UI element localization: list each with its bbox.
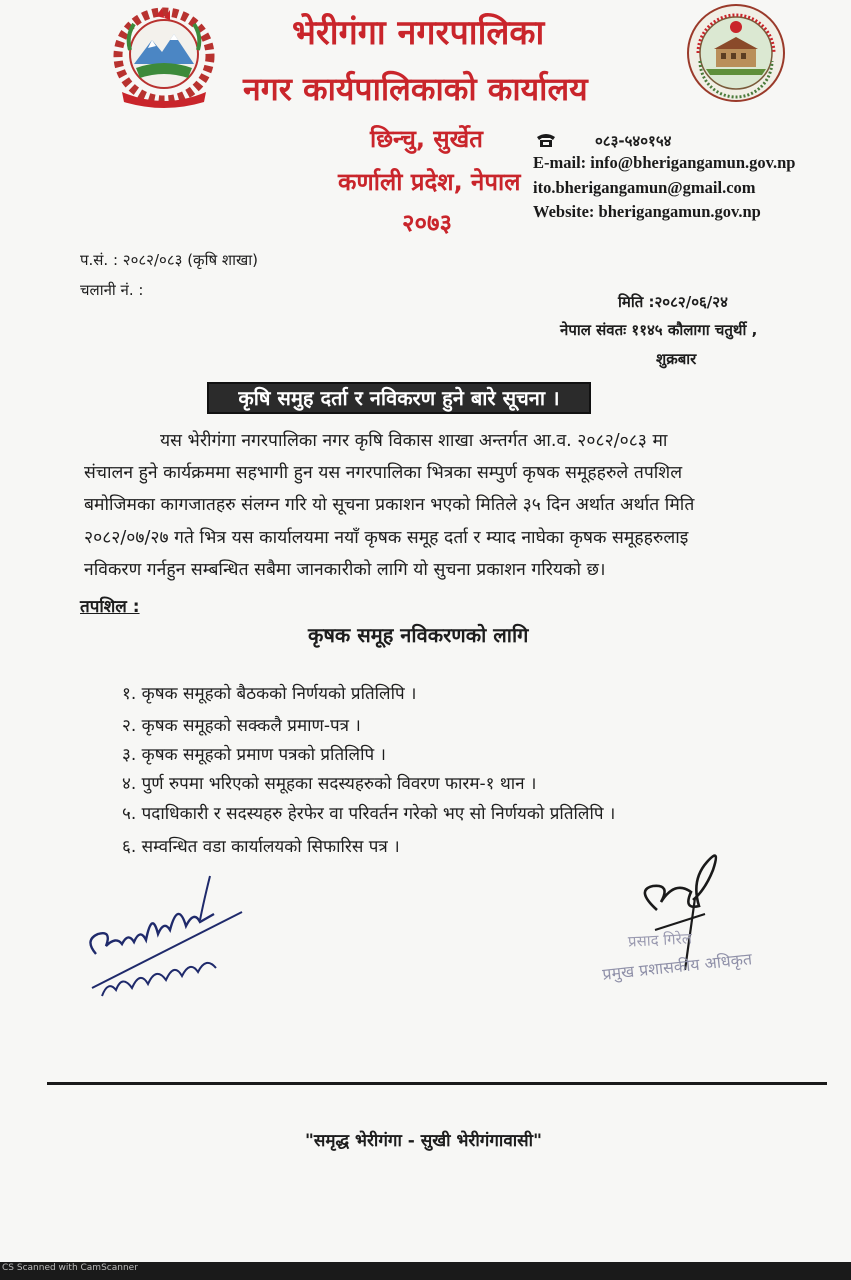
- scanner-watermark: CS Scanned with CamScanner: [2, 1263, 138, 1273]
- nepal-samvat-date: नेपाल संवतः ११४५ कौलागा चतुर्थी ,: [560, 321, 758, 339]
- handwritten-signature-left: [82, 870, 262, 1000]
- telephone-icon: [536, 132, 556, 148]
- footer-divider: [47, 1082, 827, 1085]
- website-line: Website: bherigangamun.gov.np: [533, 202, 761, 221]
- body-line: यस भेरीगंगा नगरपालिका नगर कृषि विकास शाखा अन्तर्गत आ.व. २०८२/०८३ मा: [160, 431, 668, 451]
- body-line: संचालन हुने कार्यक्रममा सहभागी हुन यस नगरपालिका भित्रका सम्पुर्ण कृषक समूहहरुले तपशिल: [84, 463, 683, 483]
- list-item: ४. पुर्ण रुपमा भरिएको समूहका सदस्यहरुको विवरण फारम-१ थान ।: [122, 774, 537, 794]
- email-alt: ito.bherigangamun@gmail.com: [533, 178, 756, 197]
- body-line: नविकरण गर्नहुन सम्बन्धित सबैमा जानकारीको लागि यो सुचना प्रकाशन गरियको छ।: [84, 560, 606, 580]
- office-name: नगर कार्यपालिकाको कार्यालय: [243, 70, 588, 108]
- notice-title-box: [207, 382, 591, 414]
- list-subheading: कृषक समूह नविकरणको लागि: [308, 623, 529, 647]
- list-item: ३. कृषक समूहको प्रमाण पत्रको प्रतिलिपि ।: [122, 745, 386, 765]
- list-item: २. कृषक समूहको सक्कलै प्रमाण-पत्र ।: [122, 716, 361, 736]
- address-line-2: कर्णाली प्रदेश, नेपाल: [338, 168, 521, 196]
- weekday: शुक्रबार: [656, 350, 697, 368]
- established-year: २०७३: [402, 209, 452, 237]
- stamp-officer-name: प्रसाद गिरेल: [627, 929, 693, 951]
- list-item: १. कृषक समूहको बैठकको निर्णयको प्रतिलिपि ।: [122, 684, 417, 704]
- body-line: बमोजिमका कागजातहरु संलग्न गरि यो सूचना प्रकाशन भएको मितिले ३५ दिन अर्थात अर्थात मिति: [84, 495, 695, 515]
- address-line-1: छिन्चु, सुर्खेत: [370, 125, 483, 153]
- phone-number: ०८३-५४०१५४: [595, 132, 672, 150]
- handwritten-signature-right: [595, 840, 805, 1010]
- list-item: ५. पदाधिकारी र सदस्यहरु हेरफेर वा परिवर्तन गरेको भए सो निर्णयको प्रतिलिपि ।: [122, 804, 616, 824]
- tapasil-label: तपशिल :: [80, 597, 140, 617]
- municipality-logo-icon: [686, 3, 786, 103]
- email-line: E-mail: info@bherigangamun.gov.np: [533, 153, 796, 172]
- patra-sankhya: प.सं. : २०८२/०८३ (कृषि शाखा): [80, 251, 258, 269]
- date-miti: मिति :२०८२/०६/२४: [618, 293, 728, 311]
- body-line: २०८२/०७/२७ गते भित्र यस कार्यालयमा नयाँ कृषक समूह दर्ता र म्याद नाघेका कृषक समूहहरुलाइ: [84, 528, 689, 548]
- list-item: ६. सम्वन्धित वडा कार्यालयको सिफारिस पत्र ।: [122, 837, 400, 857]
- stamp-officer-title: प्रमुख प्रशासकीय अधिकृत: [601, 949, 753, 984]
- footer-motto: "समृद्ध भेरीगंगा - सुखी भेरीगंगावासी": [305, 1131, 542, 1151]
- chalani-number: चलानी नं. :: [80, 281, 144, 299]
- notice-title: कृषि समुह दर्ता र नविकरण हुने बारे सूचना ।: [238, 386, 560, 410]
- nepal-emblem-icon: [108, 6, 220, 108]
- org-name: भेरीगंगा नगरपालिका: [292, 13, 545, 53]
